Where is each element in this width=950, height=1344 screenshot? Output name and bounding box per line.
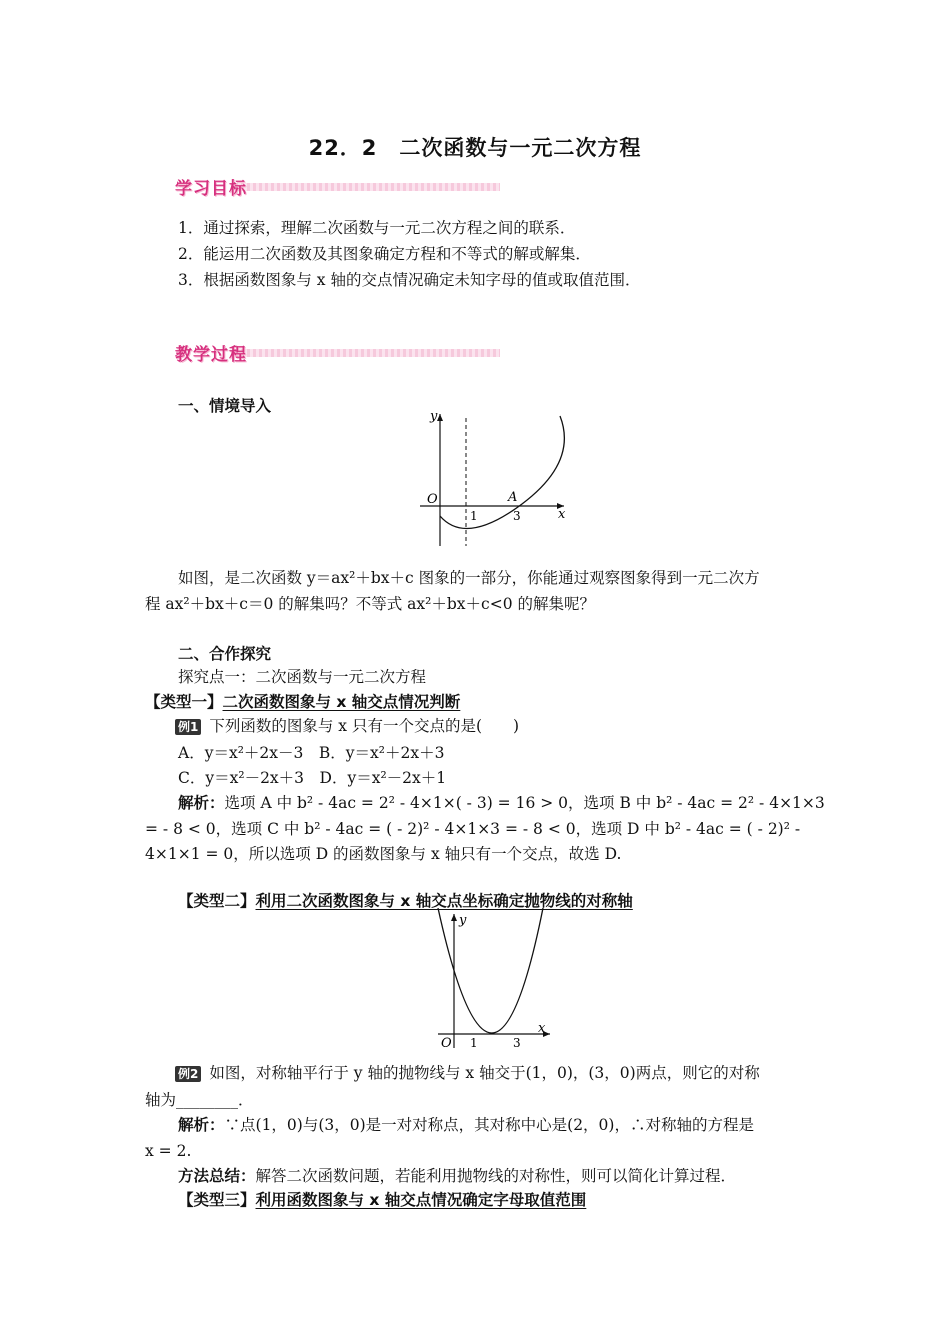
goals-banner-label: 学习目标: [175, 179, 247, 199]
y-axis-arrow: [451, 914, 457, 921]
section2-heading: 二、合作探究: [178, 645, 272, 663]
example2-question-line2: 轴为________．: [145, 1091, 254, 1109]
example2-analysis-line1: 解析：∵点(1，0)与(3，0)是一对对称点，其对称中心是(2，0)，∴对称轴的方程是: [178, 1116, 754, 1134]
intro-para-line1: 如图，是二次函数 y＝ax²＋bx＋c 图象的一部分，你能通过观察图象得到一元二次方: [178, 569, 760, 587]
y-axis-arrow: [437, 414, 443, 421]
example2-question-line1: 例2 如图，对称轴平行于 y 轴的抛物线与 x 轴交于(1，0)，(3，0)两点，则它的对称: [175, 1063, 760, 1083]
method-summary: 方法总结：解答二次函数问题，若能利用抛物线的对称性，则可以简化计算过程．: [178, 1167, 737, 1185]
type1-title: 二次函数图象与 x 轴交点情况判断: [222, 693, 461, 711]
example1-options-cd: C．y＝x²－2x＋3 D．y＝x²－2x＋1: [178, 769, 447, 787]
type2-title: 利用二次函数图象与 x 轴交点坐标确定抛物线的对称轴: [255, 892, 633, 910]
type3-heading: [178, 1190, 586, 1210]
example2-analysis-line2: x = 2.: [145, 1142, 192, 1160]
y-label: y: [430, 409, 438, 424]
tick-1-label: 1: [470, 509, 478, 523]
example-2-badge: 例2: [175, 1066, 201, 1082]
type1-label: 【类型一】: [145, 693, 223, 711]
point-a-label: A: [508, 490, 518, 505]
type3-title: 利用函数图象与 x 轴交点情况确定字母取值范围: [255, 1191, 587, 1209]
intro-para-line2: 程 ax²＋bx＋c＝0 的解集吗？不等式 ax²＋bx＋c<0 的解集呢？: [145, 595, 596, 613]
example1-analysis-line3: 4×1×1 = 0，所以选项 D 的函数图象与 x 轴只有一个交点，故选 D.: [145, 845, 622, 863]
goal-2: 2．能运用二次函数及其图象确定方程和不等式的解或解集．: [178, 245, 591, 263]
origin-label: O: [427, 492, 438, 507]
example1-question: 例1 下列函数的图象与 x 只有一个交点的是( ): [175, 716, 519, 736]
page-title: 22．2 二次函数与一元二次方程: [308, 136, 642, 160]
tick-3-label: 3: [513, 1036, 521, 1050]
tick-1-label: 1: [470, 1036, 478, 1050]
process-banner-label: 教学过程: [175, 345, 247, 365]
explore-point: 探究点一：二次函数与一元二次方程: [178, 668, 427, 686]
figure-parabola-2: [432, 908, 557, 1050]
example1-analysis-line1: 解析：选项 A 中 b² - 4ac = 2² - 4×1×( - 3) = 16 > 0，选项 B 中 b² - 4ac = 2² - 4×1×3: [178, 794, 825, 812]
process-banner: [175, 340, 500, 364]
example1-options-ab: A．y＝x²＋2x－3 B．y＝x²＋2x＋3: [178, 744, 445, 762]
goal-3: 3．根据函数图象与 x 轴的交点情况确定未知字母的值或取值范围．: [178, 271, 641, 289]
goals-banner: [175, 174, 500, 198]
origin-label: O: [441, 1036, 452, 1050]
parabola-curve: [440, 416, 564, 529]
example-1-badge: 例1: [175, 719, 201, 735]
type1-heading: [145, 692, 460, 712]
x-label: x: [538, 1021, 546, 1036]
section1-heading: 一、情境导入: [178, 397, 272, 415]
type2-label: 【类型二】: [178, 892, 256, 910]
example1-analysis-line2: = - 8 < 0，选项 C 中 b² - 4ac = ( - 2)² - 4×1×3 = - 8 < 0，选项 D 中 b² - 4ac = ( - 2)² -: [145, 820, 801, 838]
y-label: y: [459, 913, 467, 928]
type3-label: 【类型三】: [178, 1191, 256, 1209]
figure-parabola-1: [412, 408, 572, 550]
goal-1: 1．通过探索，理解二次函数与一元二次方程之间的联系．: [178, 219, 576, 237]
type2-heading: [178, 891, 633, 911]
x-label: x: [558, 507, 566, 522]
tick-3-label: 3: [513, 509, 521, 523]
